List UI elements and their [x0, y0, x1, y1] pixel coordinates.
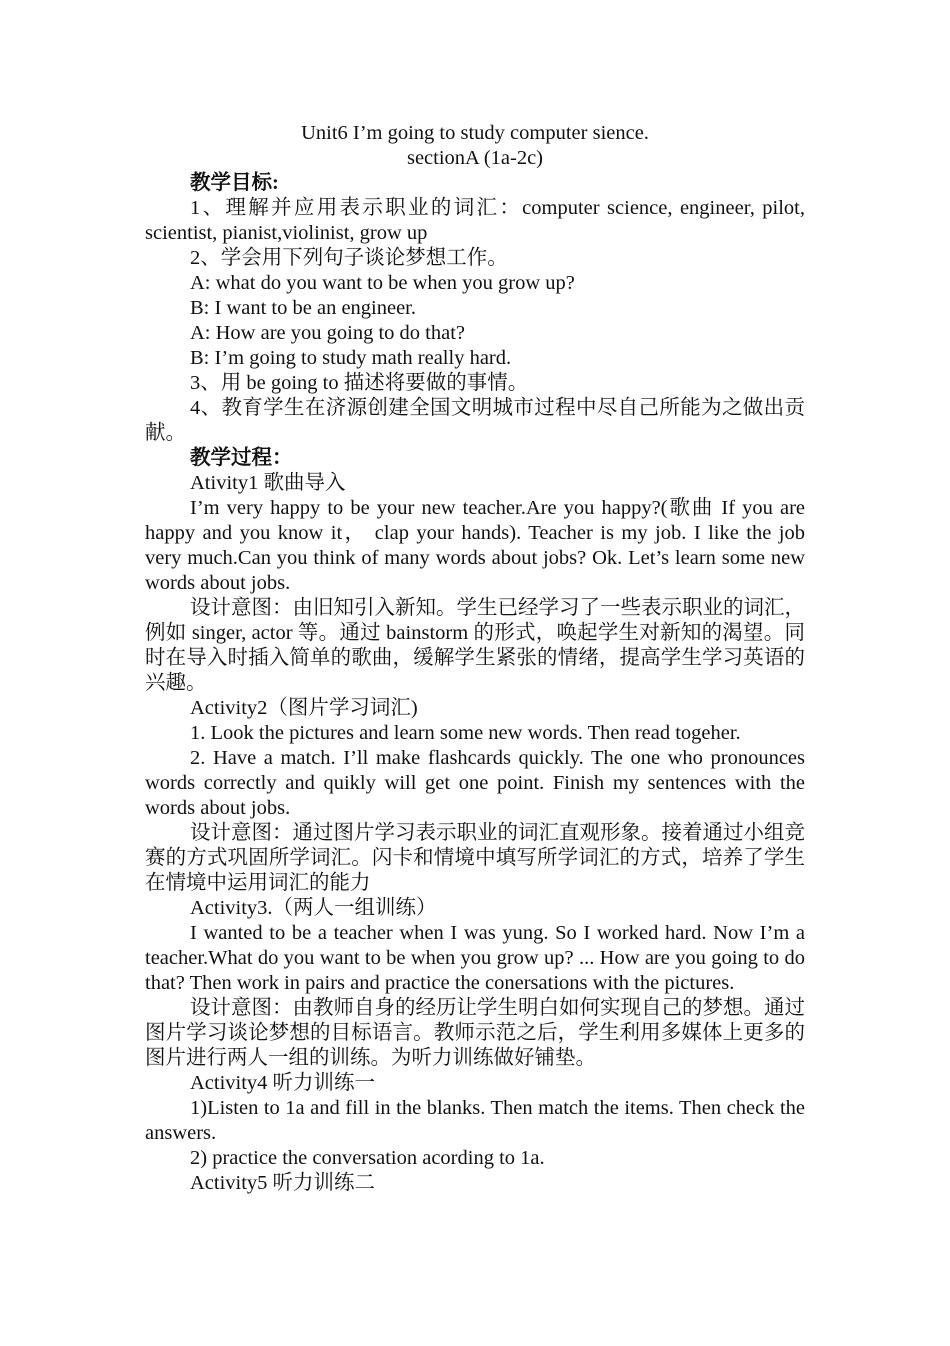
- paragraph: 1)Listen to 1a and fill in the blanks. Then match the items. Then check the answers.: [145, 1097, 805, 1144]
- paragraph: Activity2（图片学习词汇): [190, 697, 418, 719]
- paragraph: 1、理解并应用表示职业的词汇：computer science, engineer, pilot, scientist, pianist,violinist, grow up: [145, 197, 805, 244]
- document-title: Unit6 I’m going to study computer sience.: [301, 122, 649, 144]
- paragraph: 3、用 be going to 描述将要做的事情。: [190, 372, 529, 394]
- document-subtitle: sectionA (1a-2c): [406, 147, 544, 169]
- paragraph: 1. Look the pictures and learn some new words. Then read togeher.: [190, 722, 741, 744]
- paragraph: Ativity1 歌曲导入: [190, 472, 346, 494]
- paragraph: 2、学会用下列句子谈论梦想工作。: [190, 247, 508, 269]
- paragraph: I wanted to be a teacher when I was yung. So I worked hard. Now I’m a teacher.What do you want to be when you grow up? ... How are you going to do that? Then work in pairs and practice the conersations with the pictures.: [145, 922, 805, 994]
- paragraph: Activity3.（两人一组训练）: [190, 897, 437, 919]
- document-page: [145, 121, 805, 1196]
- paragraph: 2) practice the conversation acording to 1a.: [190, 1147, 545, 1169]
- paragraph: 2. Have a match. I’ll make flashcards quickly. The one who pronounces words correctly and quikly will get one point. Finish my sentences with the words about jobs.: [145, 747, 805, 819]
- paragraph: A: How are you going to do that?: [190, 322, 465, 344]
- paragraph: 设计意图：由教师自身的经历让学生明白如何实现自己的梦想。通过图片学习谈论梦想的目标语言。教师示范之后，学生利用多媒体上更多的图片进行两人一组的训练。为听力训练做好铺垫。: [145, 997, 805, 1069]
- paragraph: Activity5 听力训练二: [190, 1172, 376, 1194]
- paragraph: B: I want to be an engineer.: [190, 297, 417, 319]
- paragraph: 4、教育学生在济源创建全国文明城市过程中尽自己所能为之做出贡献。: [145, 397, 805, 444]
- paragraph: 设计意图：由旧知引入新知。学生已经学习了一些表示职业的词汇，例如 singer, actor 等。通过 bainstorm 的形式，唤起学生对新知的渴望。同时在导入时插入简单的歌曲，缓解学生紧张的情绪，提高学生学习英语的兴趣。: [145, 597, 805, 694]
- section-heading: 教学过程：: [190, 447, 293, 469]
- document-body: [145, 171, 805, 1196]
- paragraph: A: what do you want to be when you grow up?: [190, 272, 575, 294]
- paragraph: Activity4 听力训练一: [190, 1072, 376, 1094]
- paragraph: I’m very happy to be your new teacher.Are you happy?(歌曲 If you are happy and you know it， clap your hands). Teacher is my job. I like the job very much.Can you think of many words about jobs? Ok. Let’s learn some new words about jobs.: [145, 497, 805, 594]
- paragraph: B: I’m going to study math really hard.: [190, 347, 512, 369]
- section-heading: 教学目标:: [190, 172, 279, 194]
- paragraph: 设计意图：通过图片学习表示职业的词汇直观形象。接着通过小组竞赛的方式巩固所学词汇。闪卡和情境中填写所学词汇的方式，培养了学生在情境中运用词汇的能力: [145, 822, 805, 894]
